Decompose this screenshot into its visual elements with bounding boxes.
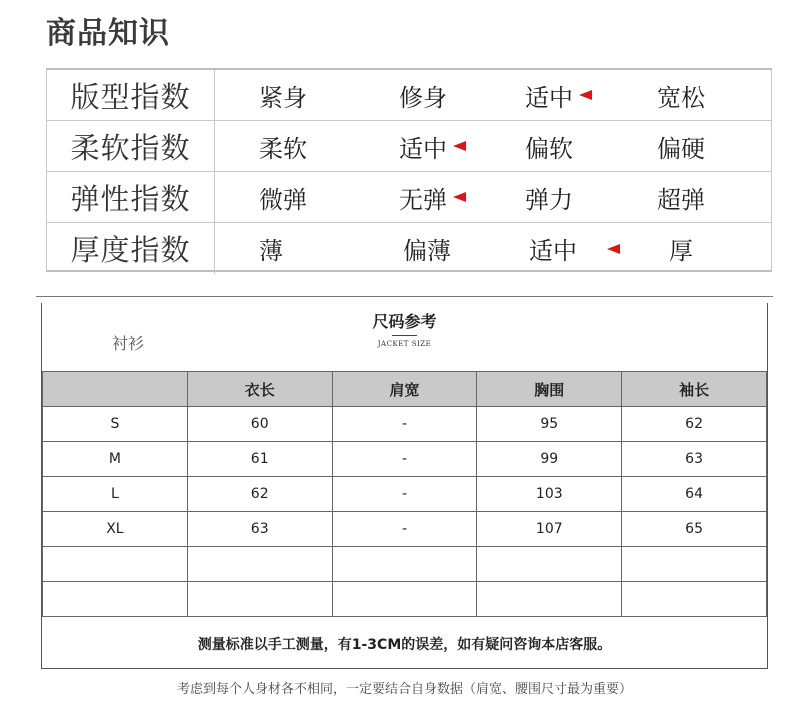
knowledge-option: 厚 [669,237,693,265]
column-header: 胸围 [477,372,622,407]
knowledge-option-selected: 适中 [525,70,592,120]
value-cell: 62 [622,407,767,442]
table-header-row [43,372,767,407]
value-cell: - [332,477,477,512]
knowledge-option: 弹力 [525,185,573,214]
value-cell: 103 [477,477,622,512]
knowledge-option: 偏硬 [657,134,705,163]
knowledge-label: 厚度指数 [47,223,215,274]
selected-marker-icon [579,90,592,100]
size-chart-subtitle: JACKET SIZE [377,340,432,348]
value-cell: 62 [187,477,332,512]
column-header: 衣长 [187,372,332,407]
value-cell: 99 [477,442,622,477]
knowledge-label: 柔软指数 [47,121,215,171]
measurement-note: 测量标准以手工测量，有1-3CM的误差，如有疑问咨询本店客服。 [197,637,612,653]
size-chart [41,303,768,669]
value-cell: 63 [187,512,332,547]
empty-cell [332,582,477,617]
knowledge-option: 偏薄 [403,237,451,265]
empty-cell [43,547,188,582]
knowledge-row-softness [47,121,771,172]
empty-cell [477,582,622,617]
column-header: 肩宽 [332,372,477,407]
column-header [43,372,188,407]
empty-cell [332,547,477,582]
divider [36,296,773,297]
table-row [43,442,767,477]
empty-cell [187,582,332,617]
empty-cell [622,582,767,617]
knowledge-row-elasticity [47,172,771,223]
knowledge-option: 宽松 [657,83,705,112]
value-cell: 60 [187,407,332,442]
value-cell: - [332,407,477,442]
table-row-empty [43,547,767,582]
knowledge-option-selected: 适中 [529,223,620,274]
knowledge-option: 薄 [259,237,283,265]
size-chart-title: 尺码参考 [372,312,437,331]
title-divider [392,335,417,336]
table-row [43,407,767,442]
selected-marker-icon [607,244,620,254]
size-cell: S [43,407,188,442]
knowledge-option-selected: 无弹 [399,172,466,222]
value-cell: 64 [622,477,767,512]
size-table [42,371,767,617]
empty-cell [187,547,332,582]
size-cell: L [43,477,188,512]
empty-cell [622,547,767,582]
knowledge-row-thickness [47,223,771,274]
knowledge-option-selected: 适中 [399,121,466,171]
value-cell: 107 [477,512,622,547]
value-cell: - [332,512,477,547]
empty-cell [43,582,188,617]
column-header: 袖长 [622,372,767,407]
section-title: 商品知识 [46,16,170,51]
knowledge-label: 弹性指数 [47,172,215,222]
knowledge-option: 偏软 [525,134,573,163]
selected-marker-icon [453,192,466,202]
table-row-empty [43,582,767,617]
empty-cell [477,547,622,582]
garment-label: 衬衫 [112,334,145,353]
product-knowledge-table [46,68,772,272]
footer-note: 考虑到每个人身材各不相同，一定要结合自身数据（肩宽、腰围尺寸最为重要） [176,682,632,697]
size-cell: M [43,442,188,477]
table-row [43,477,767,512]
knowledge-option: 微弹 [259,185,307,214]
value-cell: - [332,442,477,477]
value-cell: 95 [477,407,622,442]
table-row [43,512,767,547]
knowledge-option: 紧身 [259,83,307,112]
knowledge-label: 版型指数 [47,70,215,120]
knowledge-option: 柔软 [259,134,307,163]
knowledge-row-fit [47,70,771,121]
value-cell: 61 [187,442,332,477]
size-cell: XL [43,512,188,547]
value-cell: 65 [622,512,767,547]
value-cell: 63 [622,442,767,477]
selected-marker-icon [453,141,466,151]
knowledge-option: 超弹 [657,185,705,214]
knowledge-option: 修身 [399,83,447,112]
